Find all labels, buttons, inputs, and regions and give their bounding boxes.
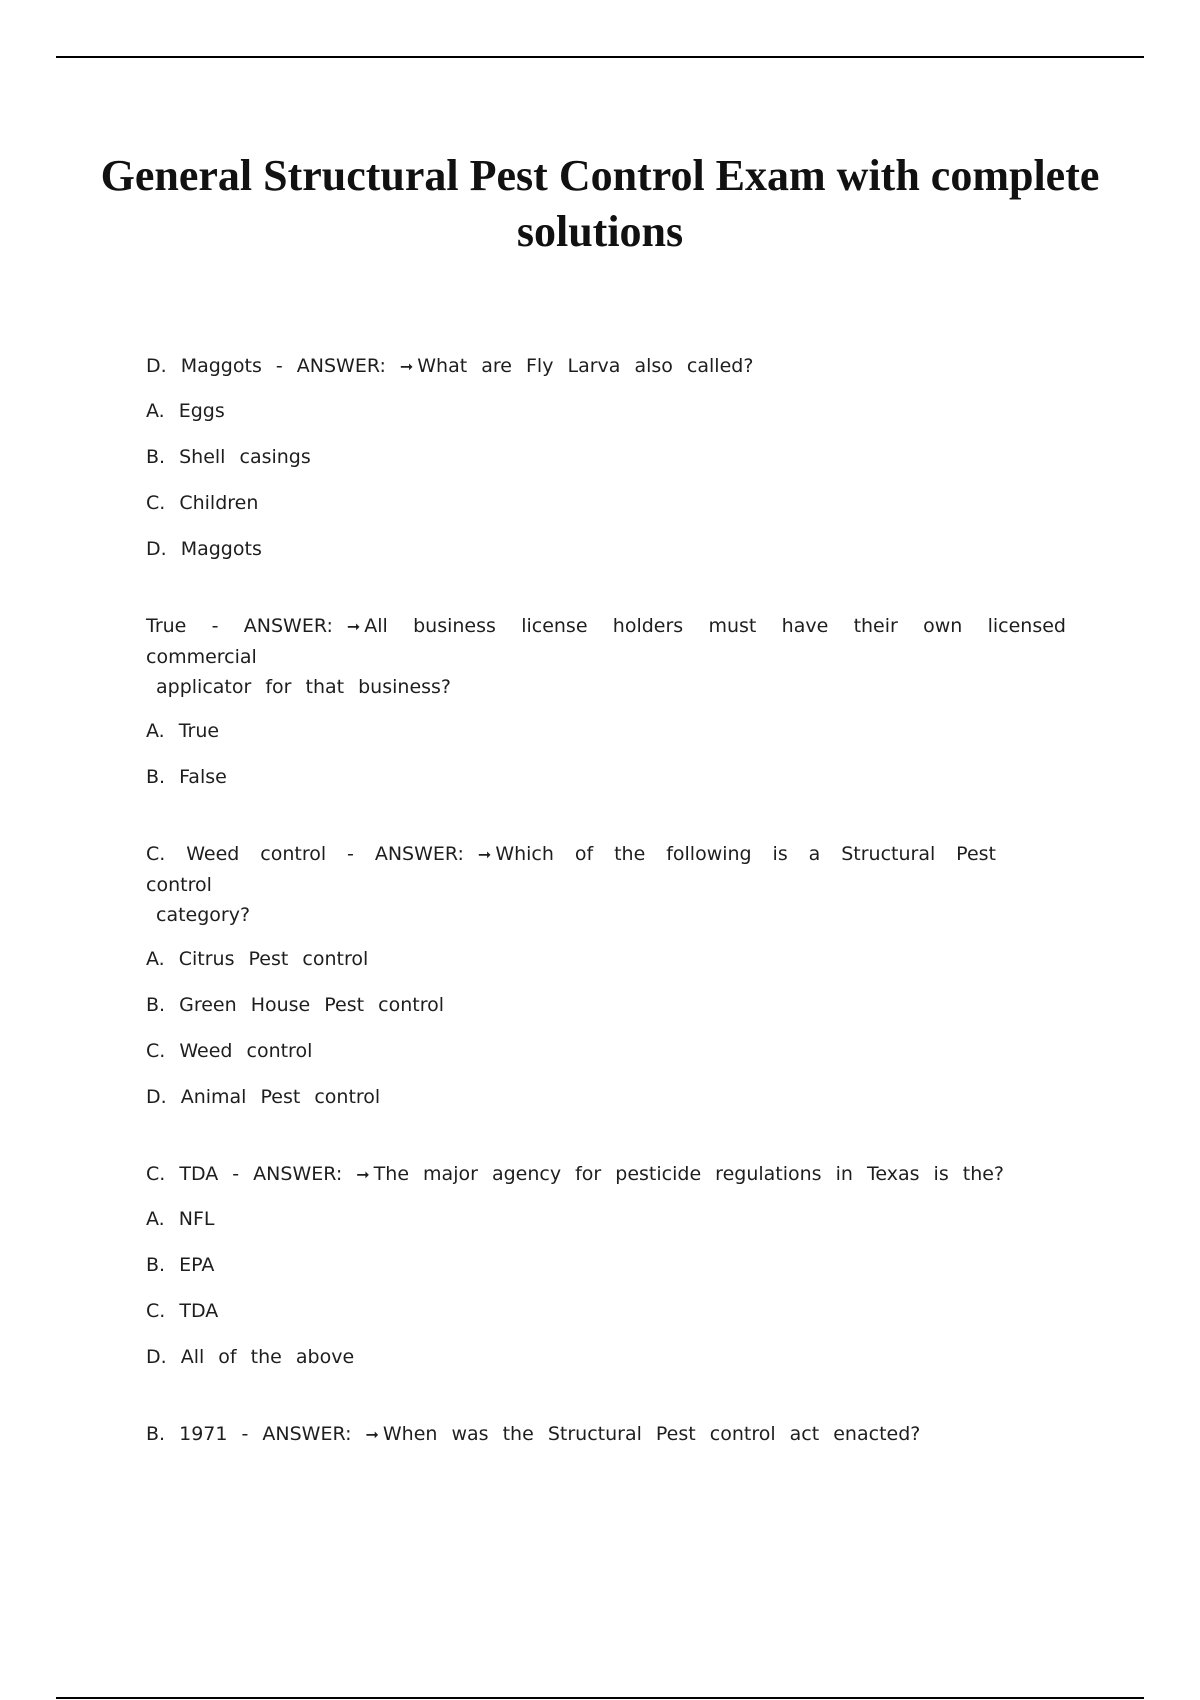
question-text-continued: category? — [156, 904, 251, 926]
question-text-continued: applicator for that business? — [156, 676, 452, 698]
option-item: A. Eggs — [146, 400, 225, 422]
answer-prefix: B. 1971 - ANSWER: — [146, 1423, 352, 1445]
answer-prefix: C. Weed control - ANSWER: — [146, 843, 464, 865]
option-item: B. False — [146, 766, 227, 788]
arrow-icon: ➞ — [477, 845, 492, 864]
arrow-icon: ➞ — [399, 357, 414, 376]
question-block — [146, 351, 1066, 564]
answer-prefix: D. Maggots - ANSWER: — [146, 355, 386, 377]
question-line — [146, 351, 1066, 382]
document-title: General Structural Pest Control Exam with complete solutions — [100, 151, 1100, 256]
question-line — [146, 1159, 1066, 1190]
option-item: B. Green House Pest control — [146, 994, 444, 1016]
option-item: A. True — [146, 720, 220, 742]
option-item: C. Weed control — [146, 1040, 313, 1062]
question-line — [146, 839, 996, 930]
option-item: A. Citrus Pest control — [146, 948, 369, 970]
option-item: B. Shell casings — [146, 446, 311, 468]
question-block — [146, 1159, 1066, 1372]
option-item: D. Animal Pest control — [146, 1086, 381, 1108]
answer-prefix: C. TDA - ANSWER: — [146, 1163, 343, 1185]
bottom-rule — [56, 1697, 1144, 1699]
option-item: D. All of the above — [146, 1346, 355, 1368]
top-rule — [56, 56, 1144, 58]
question-text: All business license holders must have their own licensed commercial — [146, 615, 1066, 668]
question-line — [146, 611, 1066, 702]
question-text: What are Fly Larva also called? — [417, 355, 754, 377]
question-list — [146, 351, 1066, 1497]
question-block — [146, 839, 1066, 1112]
arrow-icon: ➞ — [365, 1425, 379, 1444]
question-line — [146, 1419, 1066, 1450]
question-text: Which of the following is a Structural Pest control — [146, 843, 996, 896]
option-item: C. Children — [146, 492, 259, 514]
option-item: D. Maggots — [146, 538, 262, 560]
question-text: The major agency for pesticide regulations in Texas is the? — [373, 1163, 1005, 1185]
arrow-icon: ➞ — [356, 1165, 370, 1184]
option-item: B. EPA — [146, 1254, 215, 1276]
arrow-icon: ➞ — [346, 617, 361, 636]
option-item: A. NFL — [146, 1208, 215, 1230]
option-item: C. TDA — [146, 1300, 219, 1322]
question-text: When was the Structural Pest control act enacted? — [382, 1423, 921, 1445]
question-block — [146, 1419, 1066, 1450]
question-block — [146, 611, 1066, 792]
answer-prefix: True - ANSWER: — [146, 615, 333, 637]
